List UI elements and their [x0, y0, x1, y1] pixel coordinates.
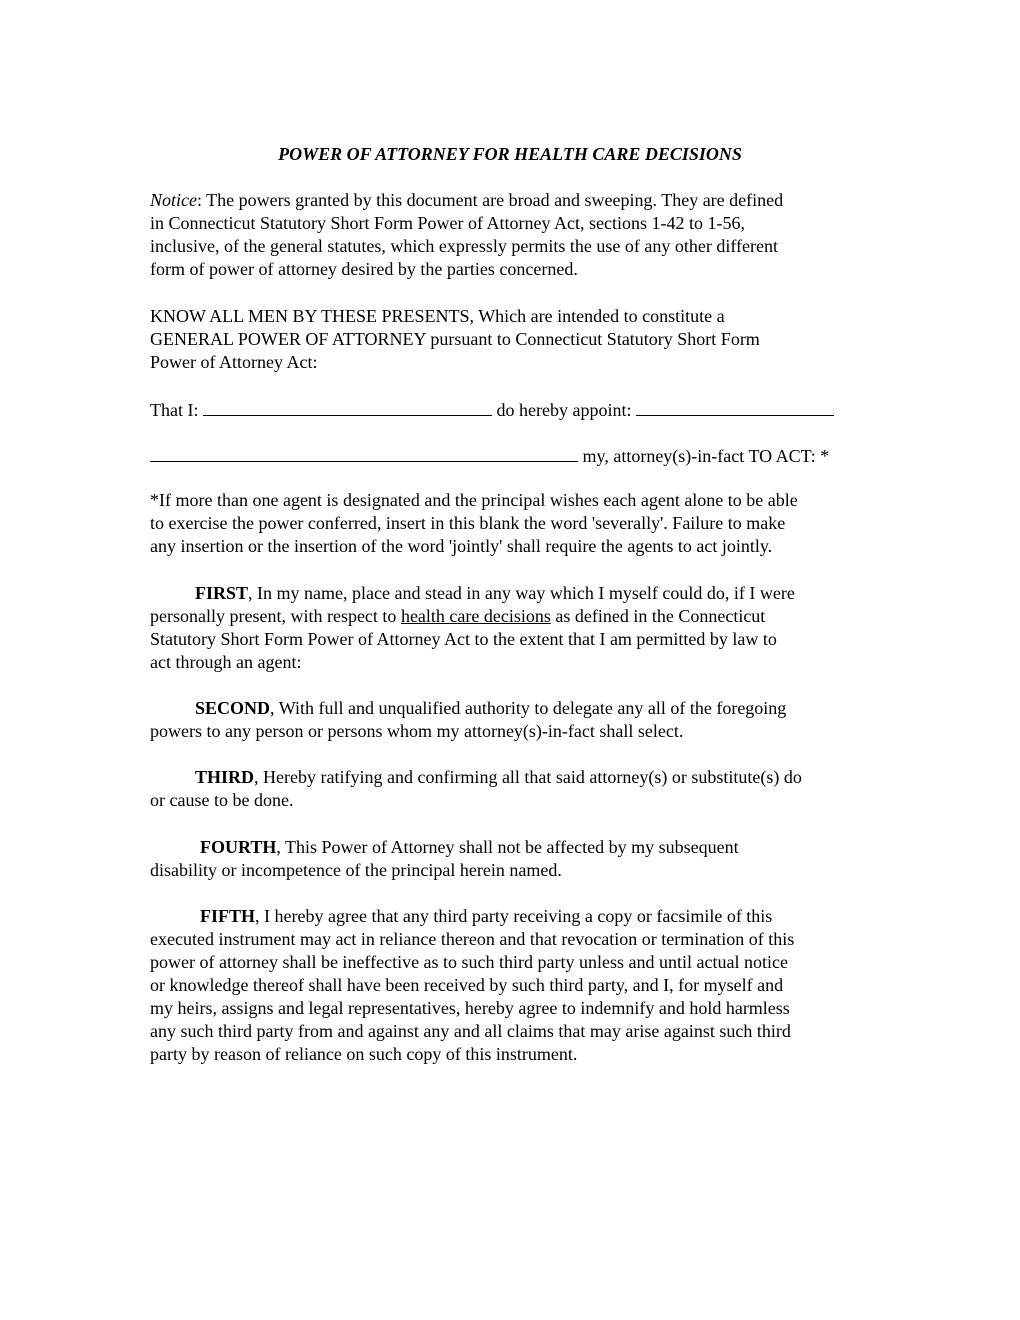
agent-name-blank-2[interactable]	[150, 443, 578, 462]
first-label: FIRST	[195, 583, 249, 603]
know-all-men-paragraph: KNOW ALL MEN BY THESE PRESENTS, Which are intended to constitute a GENERAL POWER OF ATTORNEY pursuant to Connecticut Statutory Short Form Power of Attorney Act:	[150, 306, 760, 372]
notice-paragraph: Notice: The powers granted by this document are broad and sweeping. They are defined in Connecticut Statutory Short Form Power of Attorney Act, sections 1-42 to 1-56, inclusive, of the general statutes, which expressly permits the use of any other different form of power of attorney desired by the parties concerned.	[150, 190, 784, 279]
first-paragraph: FIRST, In my name, place and stead in any way which I myself could do, if I were personally present, with respect to health care decisions as defined in the Connecticut Statutory Short Form Power of Attorney Act to the extent that I am permitted by law to act through an agent:	[150, 583, 795, 672]
fourth-paragraph: FOURTH, This Power of Attorney shall not be affected by my subsequent disability or incompetence of the principal herein named.	[150, 837, 739, 880]
document-title: POWER OF ATTORNEY FOR HEALTH CARE DECISIONS	[278, 144, 742, 164]
fifth-paragraph: FIFTH, I hereby agree that any third party receiving a copy or facsimile of this executed instrument may act in reliance thereon and that revocation or termination of this power of attorney shall be ineffective as to such third party unless and until actual notice or knowledge thereof shall have been received by such third party, and I, for myself and my heirs, assigns and legal representatives, hereby agree to indemnify and hold harmless any such third party from and against any and all claims that may arise against such third party by reason of reliance on such copy of this instrument.	[150, 906, 795, 1064]
health-care-decisions-term: health care decisions	[400, 606, 551, 626]
attorney-line	[150, 443, 880, 468]
second-paragraph: SECOND, With full and unqualified authority to delegate any all of the foregoing powers to any person or persons whom my attorney(s)-in-fact shall select.	[150, 698, 787, 741]
appoint-label: do hereby appoint:	[496, 400, 632, 420]
second-label: SECOND	[195, 698, 271, 718]
notice-label: Notice	[150, 190, 197, 210]
fourth-label: FOURTH	[200, 837, 277, 857]
footnote-paragraph: *If more than one agent is designated and the principal wishes each agent alone to be able to exercise the power conferred, insert in this blank the word 'severally'. Failure to make any insertion or the insertion of the word 'jointly' shall require the agents to act jointly.	[150, 490, 798, 556]
fifth-label: FIFTH	[200, 906, 256, 926]
principal-line	[150, 397, 880, 422]
principal-name-blank[interactable]	[203, 397, 492, 416]
third-paragraph: THIRD, Hereby ratifying and confirming all that said attorney(s) or substitute(s) do or cause to be done.	[150, 767, 802, 810]
agent-name-blank[interactable]	[636, 397, 834, 416]
that-i-label: That I:	[150, 400, 199, 420]
attorney-act-label: my, attorney(s)-in-fact TO ACT: *	[582, 446, 830, 466]
third-label: THIRD	[195, 767, 255, 787]
